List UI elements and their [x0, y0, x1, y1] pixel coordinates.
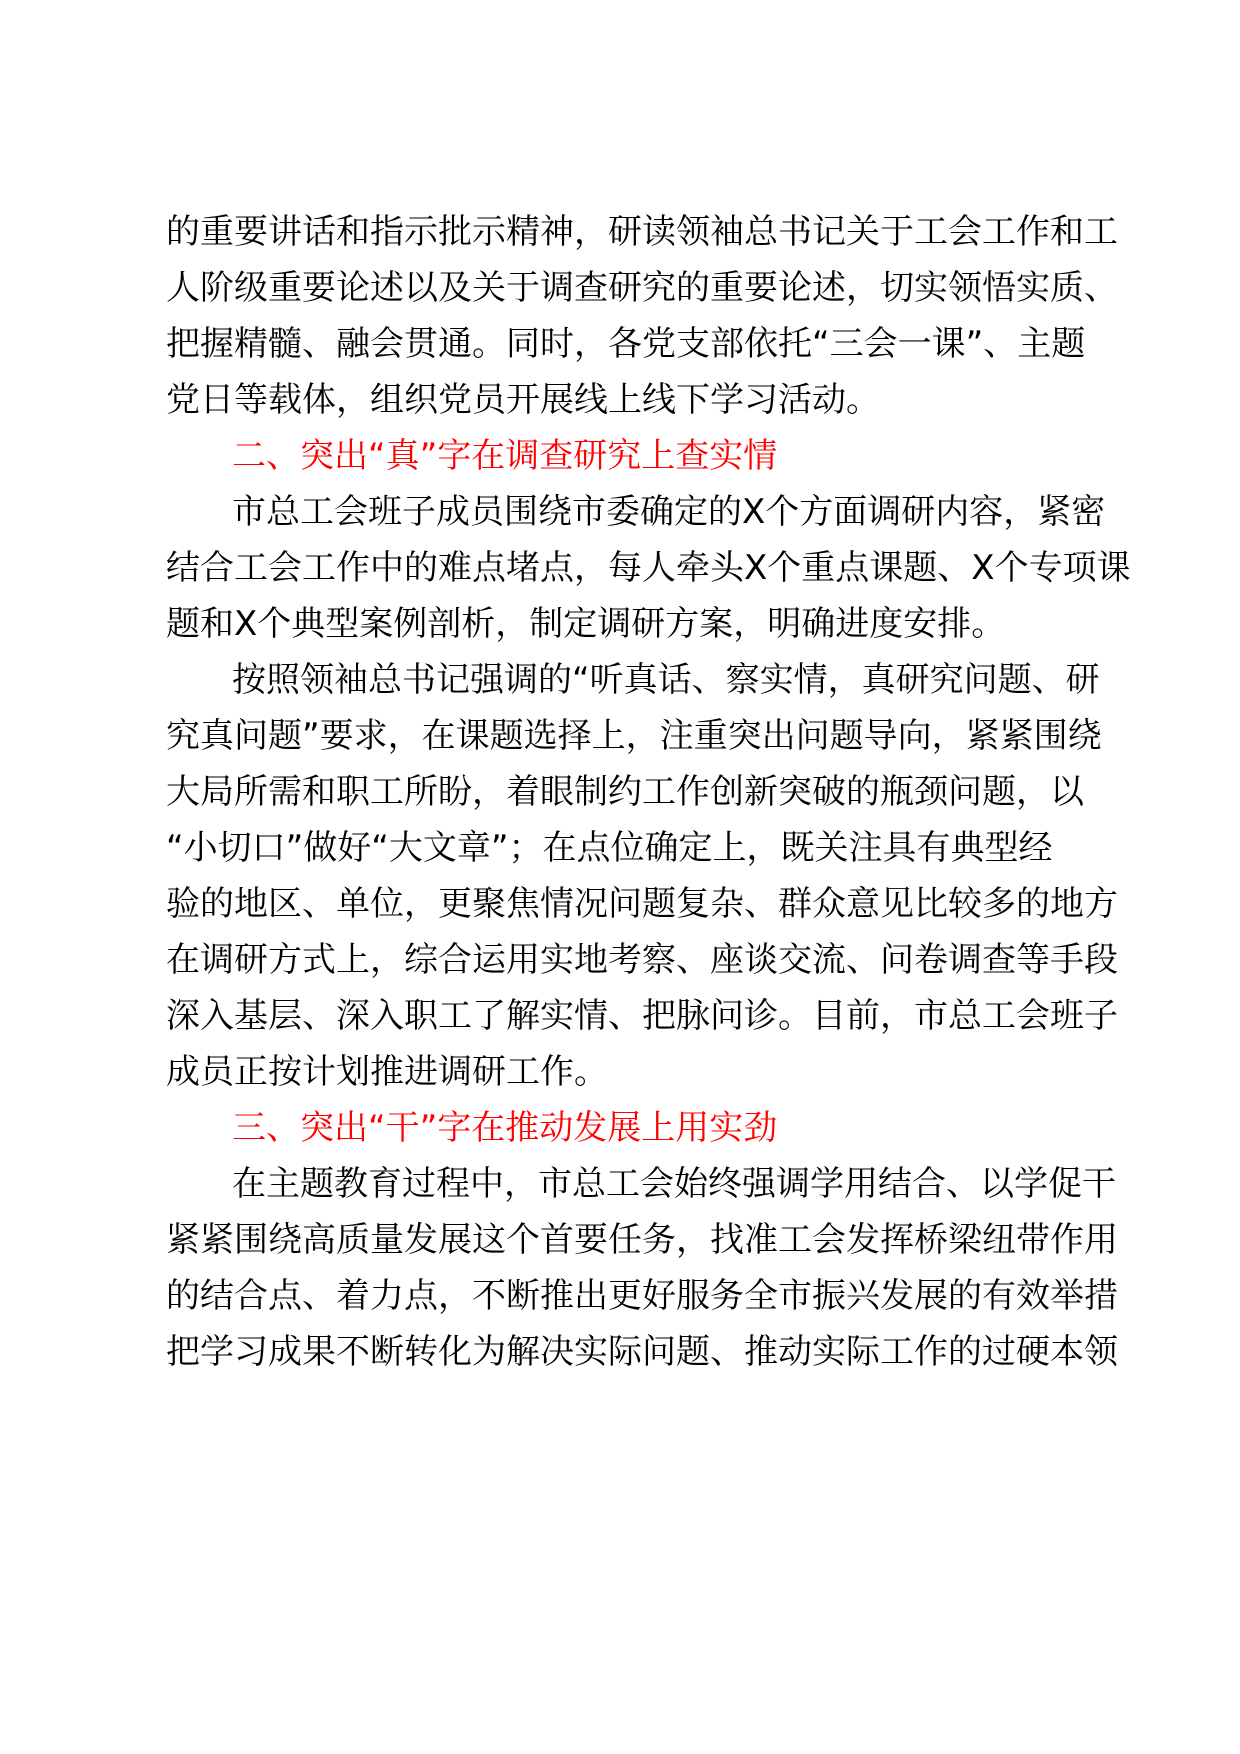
body-line: 把学习成果不断转化为解决实际问题、推动实际工作的过硬本领: [166, 1332, 1118, 1372]
body-line: 在主题教育过程中，市总工会始终强调学用结合、以学促干: [232, 1164, 1116, 1204]
body-line: 党日等载体，组织党员开展线上线下学习活动。: [166, 380, 880, 420]
body-line: 在调研方式上，综合运用实地考察、座谈交流、问卷调查等手段: [166, 940, 1118, 980]
body-line: 结合工会工作中的难点堵点，每人牵头X个重点课题、X个专项课: [166, 548, 1131, 588]
body-line: 把握精髓、融会贯通。同时，各党支部依托“三会一课”、主题: [166, 324, 1086, 364]
body-line: 验的地区、单位，更聚焦情况问题复杂、群众意见比较多的地方: [166, 884, 1118, 924]
body-line: 大局所需和职工所盼，着眼制约工作创新突破的瓶颈问题，以: [166, 772, 1084, 812]
section-heading: 三、突出“干”字在推动发展上用实劲: [232, 1108, 778, 1148]
body-line: 的结合点、着力点，不断推出更好服务全市振兴发展的有效举措: [166, 1276, 1118, 1316]
body-line: 深入基层、深入职工了解实情、把脉问诊。目前，市总工会班子: [166, 996, 1118, 1036]
body-line: 题和X个典型案例剖析，制定调研方案，明确进度安排。: [166, 604, 1006, 644]
section-heading: 二、突出“真”字在调查研究上查实情: [232, 436, 778, 476]
body-line: 究真问题”要求，在课题选择上，注重突出问题导向，紧紧围绕: [166, 716, 1102, 756]
body-line: 成员正按计划推进调研工作。: [166, 1052, 608, 1092]
body-line: 市总工会班子成员围绕市委确定的X个方面调研内容，紧密: [232, 492, 1106, 532]
body-line: 紧紧围绕高质量发展这个首要任务，找准工会发挥桥梁纽带作用: [166, 1220, 1118, 1260]
body-line: “小切口”做好“大文章”；在点位确定上，既关注具有典型经: [166, 828, 1053, 868]
body-line: 人阶级重要论述以及关于调查研究的重要论述，切实领悟实质、: [166, 268, 1118, 308]
body-line: 按照领袖总书记强调的“听真话、察实情，真研究问题、研: [232, 660, 1100, 700]
body-line: 的重要讲话和指示批示精神，研读领袖总书记关于工会工作和工: [166, 212, 1118, 252]
